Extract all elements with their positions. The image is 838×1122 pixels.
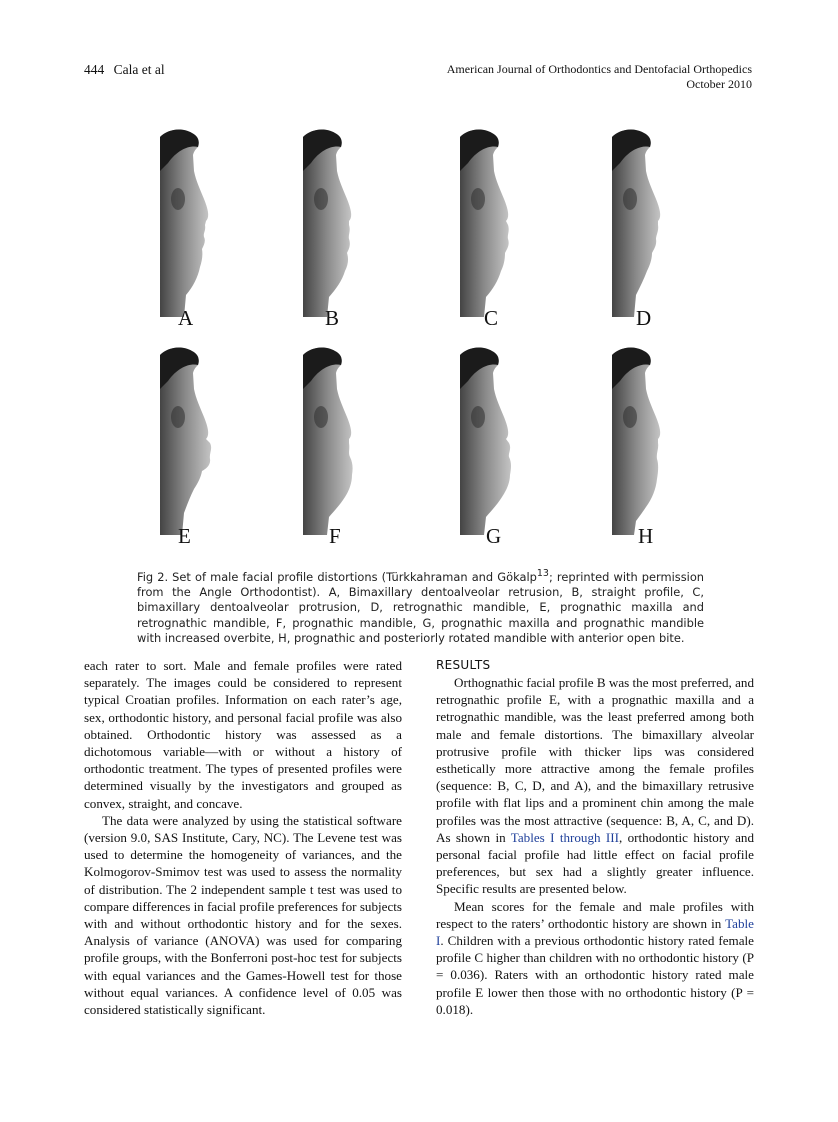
profile-photo-b — [303, 127, 375, 329]
profile-panel-f — [303, 345, 375, 547]
panel-label-h: H — [638, 524, 654, 548]
figure-2 — [160, 127, 700, 557]
results-paragraph-2 — [436, 898, 754, 1018]
profile-panel-d — [612, 127, 684, 329]
issue-date: October 2010 — [686, 77, 752, 91]
panel-label-e: E — [178, 524, 191, 548]
results-p2-end: . Children with a previous orthodontic history rated female profile C higher than children with no orthodontic history (P = 0.036). Raters with an orthodontic history rated male profile E lower then those with no orthodontic history (P = 0.018). — [436, 933, 754, 1017]
profile-panel-h — [612, 345, 684, 547]
left-paragraph-2: The data were analyzed by using the statistical software (version 9.0, SAS Institute, Cary, NC). The Levene test was used to determine the homogeneity of variances, and the Kolmogorov-Smimov test was used to assess the normality of distribution. The 2 independent sample t test was used to compare differences in facial profile preferences for subjects with and without orthodontic history and for the sexes. Analysis of variance (ANOVA) was used for comparing profile groups, with the Bonferroni post-hoc test for subjects with equal variances and the Games-Howell test for those without equal variances. A confidence level of 0.05 was considered statistically significant. — [84, 812, 402, 1018]
profile-panel-c — [460, 127, 532, 329]
profile-panel-g — [460, 345, 532, 547]
panel-label-b: B — [325, 306, 340, 330]
profile-panel-b — [303, 127, 375, 329]
panel-label-g: G — [486, 524, 502, 548]
left-paragraph-1: each rater to sort. Male and female profiles were rated separately. The images could be considered to represent typical Croatian profiles. Information on each rater’s age, sex, orthodontic history, and personal facial profile was also obtained. Orthodontic history was assessed as a dichotomous variable—with or without a history of orthodontic treatment. The types of presented profiles were determined visually by the investigators and grouped as convex, straight, and concave. — [84, 658, 402, 811]
page-number: 444 — [84, 62, 105, 77]
profile-photo-e — [160, 345, 232, 547]
panel-label-d: D — [636, 306, 652, 330]
profile-photo-a — [160, 127, 232, 329]
figure-caption — [137, 566, 704, 646]
results-paragraph-1 — [436, 674, 754, 898]
profile-photo-h — [612, 345, 684, 547]
caption-text-start: Set of male facial profile distortions (Türkkahraman and Gökalp — [172, 569, 537, 584]
caption-reference: 13 — [536, 568, 549, 579]
caption-text-rest: ; reprinted with permission from the Angle Orthodontist). A, Bimaxillary dentoalveolar retrusion, B, straight profile, C, bimaxillary dentoalveolar protrusion, D, retrognathic mandible, E, prognathic maxilla and retrognathic mandible, F, prognathic mandible, G, prognathic maxilla and prognathic mandible with increased overbite, H, prognathic and posteriorly rotated mandible with anterior open bite. — [137, 569, 705, 645]
panel-label-f: F — [329, 524, 341, 548]
tables-i-iii-link[interactable]: Tables I through III — [510, 829, 619, 845]
table-i-link[interactable]: Table I — [436, 915, 754, 949]
profile-photo-c — [460, 127, 532, 329]
left-column — [84, 657, 402, 1018]
running-header-left — [84, 62, 165, 78]
profile-photo-d — [612, 127, 684, 329]
running-authors: Cala et al — [113, 62, 165, 77]
figure-number: Fig 2. — [137, 569, 169, 584]
running-header-right — [447, 62, 752, 92]
panel-label-c: C — [484, 306, 499, 330]
results-heading: RESULTS — [436, 658, 491, 672]
profile-panel-e — [160, 345, 232, 547]
results-p1-end: , orthodontic history and personal facial profile had little effect on facial profile preferences, but sex had a slightly greater influence. Specific results are presented below. — [436, 829, 754, 897]
profile-panel-a — [160, 127, 232, 329]
panel-label-a: A — [178, 306, 194, 330]
results-p2-start: Mean scores for the female and male profiles with respect to the raters’ orthodontic history are shown in — [436, 898, 754, 931]
results-p1-start: Orthognathic facial profile B was the most preferred, and retrognathic profile E, with a prognathic maxilla and a retrognathic mandible, was the least preferred among both male and female distortions. The bimaxillary alveolar protrusive profile with thicker lips was considered esthetically more attractive among the female profiles (sequence: B, C, D, and A), and the bimaxillary retrusive profile with flat lips and a prominent chin among the male profiles was the most attractive (sequence: B, A, C, and D). As shown in — [436, 675, 754, 845]
profile-photo-g — [460, 345, 532, 547]
journal-title: American Journal of Orthodontics and Dentofacial Orthopedics — [446, 62, 752, 76]
right-column — [436, 657, 754, 1018]
profile-photo-f — [303, 345, 375, 547]
